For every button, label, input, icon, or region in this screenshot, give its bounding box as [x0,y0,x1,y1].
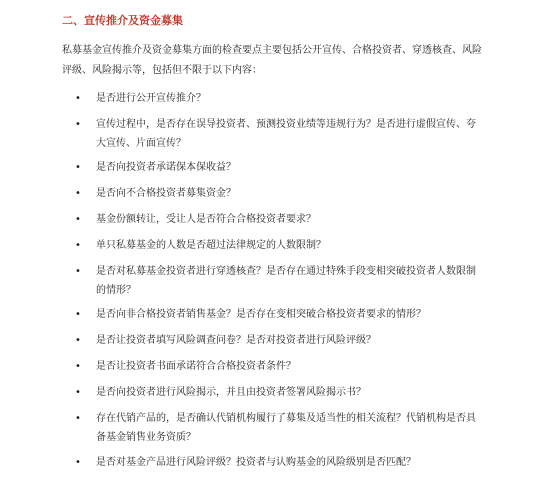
list-item-text: 基金份额转让，受让人是否符合合格投资者要求？ [96,214,316,225]
bullet-icon: • [75,93,81,104]
bullet-icon: • [75,387,81,398]
list-item [75,89,485,108]
list-item [75,305,485,324]
bullet-icon: • [75,240,81,251]
list-item-text: 是否向投资者进行风险揭示，并且由投资者签署风险揭示书？ [96,387,366,398]
list-item-text: 是否向非合格投资者销售基金？是否存在变相突破合格投资者要求的情形？ [96,309,426,320]
bullet-icon: • [75,309,81,320]
list-item-text: 是否对私募基金投资者进行穿透核查？是否存在通过特殊手段变相突破投资者人数限制的情形？ [96,266,476,296]
list-item-text: 单只私募基金的人数是否超过法律规定的人数限制？ [96,240,326,251]
list-item [75,357,485,376]
bullet-icon: • [75,214,81,225]
list-item [75,210,485,229]
list-item [75,115,485,153]
list-item-text: 宣传过程中，是否存在误导投资者、预测投资业绩等违规行为？是否进行虚假宣传、夸大宣传、片面宣传？ [96,119,476,149]
list-item [75,236,485,255]
list-item [75,331,485,350]
list-item-text: 是否向投资者承诺保本保收益？ [96,162,236,173]
bullet-icon: • [75,188,81,199]
bullet-icon: • [75,119,81,130]
list-item [75,453,485,472]
list-item-text: 是否向不合格投资者募集资金？ [96,188,236,199]
list-item [75,158,485,177]
bullet-icon: • [75,335,81,346]
list-item-text: 存在代销产品的，是否确认代销机构履行了募集及适当性的相关流程？代销机构是否具备基金销售业务资质？ [96,413,476,443]
section-heading: 二、宣传推介及资金募集 [62,14,183,27]
list-item [75,262,485,300]
list-item [75,184,485,203]
bullet-icon: • [75,457,81,468]
bullet-icon: • [75,361,81,372]
list-item [75,409,485,447]
bullet-icon: • [75,413,81,424]
intro-paragraph: 私募基金宣传推介及资金募集方面的检查要点主要包括公开宣传、合格投资者、穿透核查、风险评级、风险揭示等，包括但不限于以下内容： [62,45,482,76]
list-item [75,383,485,402]
list-item-text: 是否让投资者书面承诺符合合格投资者条件？ [96,361,296,372]
bullet-icon: • [75,162,81,173]
list-item-text: 是否进行公开宣传推介？ [96,93,206,104]
list-item-text: 是否对基金产品进行风险评级？投资者与认购基金的风险级别是否匹配？ [96,457,416,468]
bullet-icon: • [75,266,81,277]
list-item-text: 是否让投资者填写风险调查问卷？是否对投资者进行风险评级？ [96,335,376,346]
